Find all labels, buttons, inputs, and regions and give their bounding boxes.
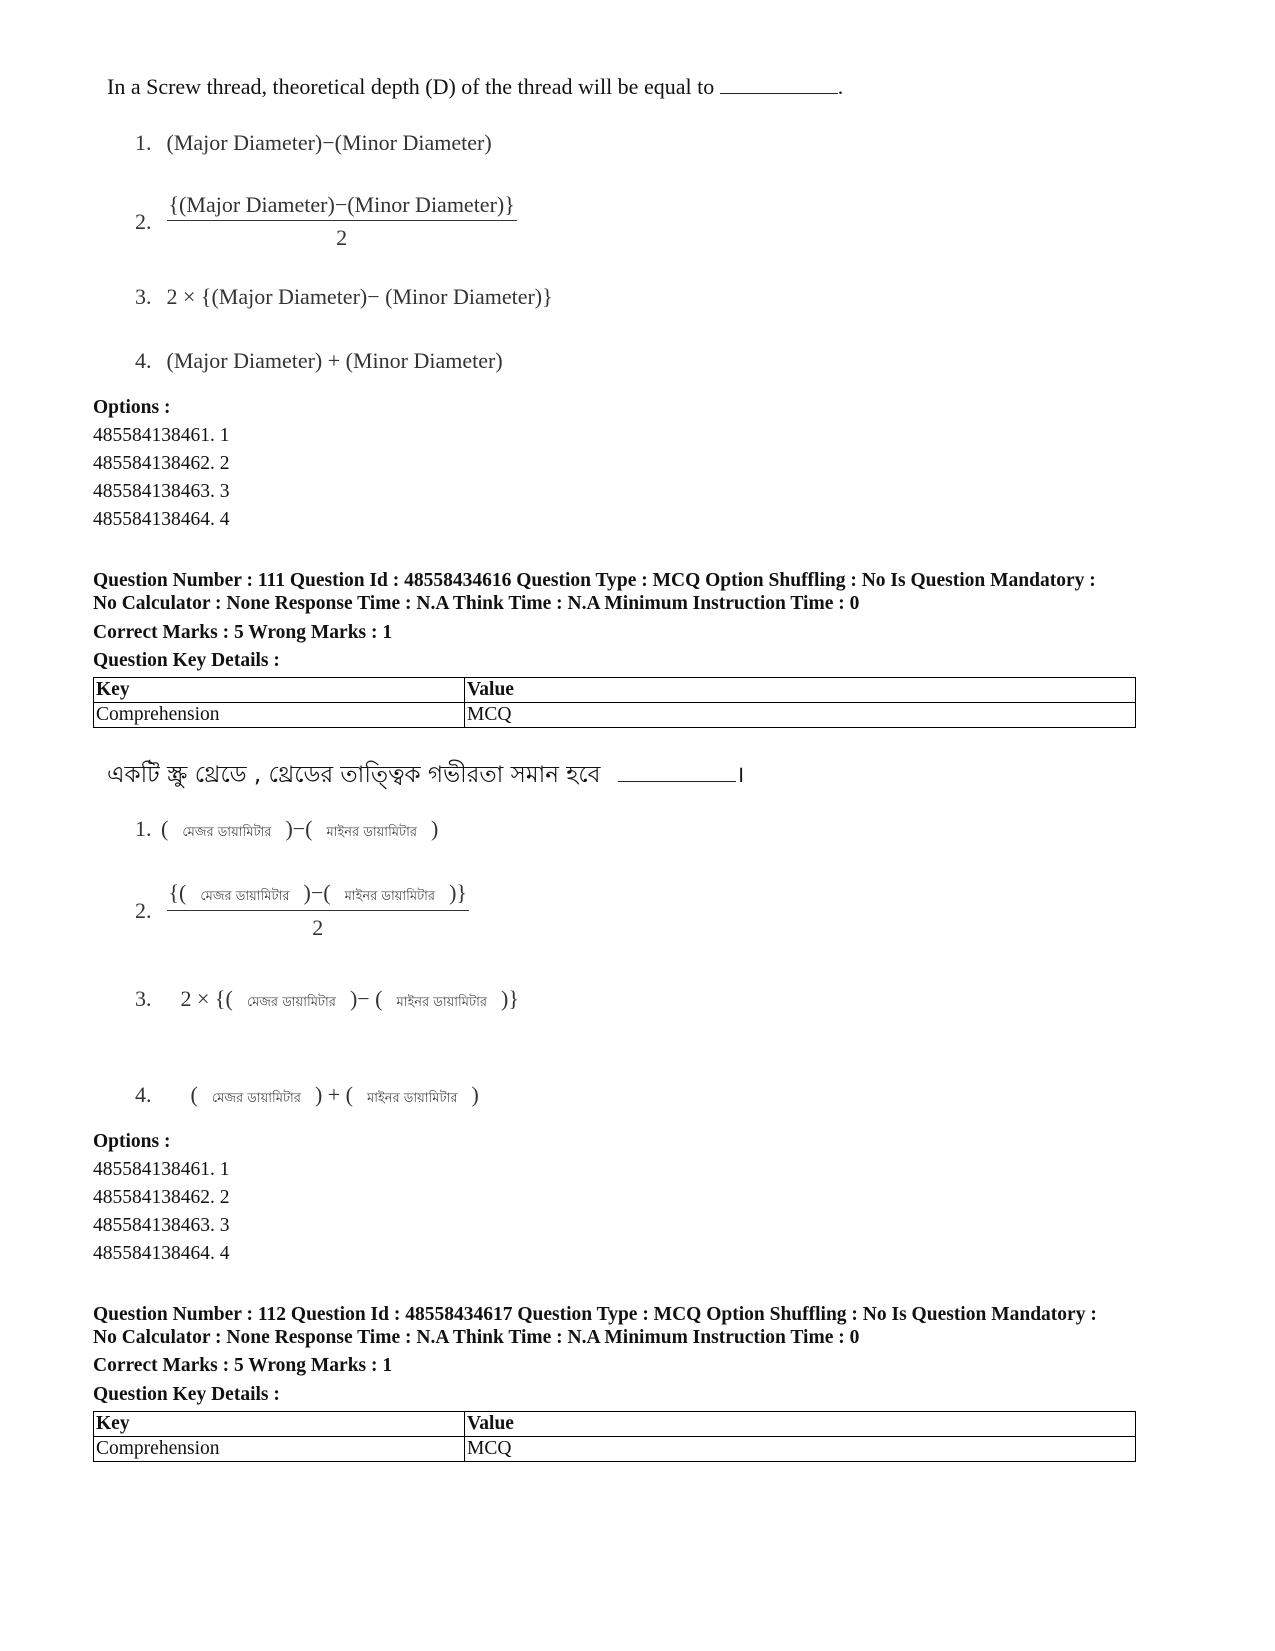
- options-label: Options :: [93, 1131, 171, 1152]
- option-1: [135, 130, 492, 156]
- option-id-item: 485584138463. 3: [93, 481, 230, 502]
- option-4: [135, 348, 503, 374]
- option-id-list: [93, 422, 230, 534]
- table-header-key: Key: [94, 678, 465, 703]
- major-diameter-bn: মেজর ডায়ামিটার: [182, 825, 272, 840]
- fraction-numerator: {(Major Diameter)−(Minor Diameter)}: [167, 192, 517, 221]
- fraction-denominator: 2: [312, 915, 324, 940]
- option-id-item: 485584138462. 2: [93, 453, 230, 474]
- option-4: 4. ( মেজর ডায়ামিটার ) + ( মাইনর ডায়ামিটার ): [135, 1082, 479, 1107]
- option-number: 4.: [135, 348, 152, 373]
- option-id-list: [93, 1156, 230, 1268]
- option-3: [135, 284, 553, 310]
- question-stem-text: একটি স্ক্রু থ্রেডে , থ্রেডের তাত্ত্বিক গভীরতা সমান হবে: [107, 762, 601, 788]
- option-text: (Major Diameter) + (Minor Diameter): [166, 348, 503, 373]
- table-row: [94, 1437, 1136, 1462]
- option-id-item: 485584138463. 3: [93, 1215, 230, 1236]
- option-1: 1. ( মেজর ডায়ামিটার )−( মাইনর ডায়ামিটার ): [135, 816, 439, 841]
- option-id-item: 485584138461. 1: [93, 425, 230, 446]
- table-header-value: Value: [465, 1412, 1136, 1437]
- table-cell-key: Comprehension: [94, 1437, 465, 1462]
- major-diameter-bn: মেজর ডায়ামিটার: [211, 1091, 301, 1106]
- option-3: 3. 2 × {( মেজর ডায়ামিটার )− ( মাইনর ডায়ামিটার )}: [135, 986, 519, 1011]
- major-diameter-bn: মেজর ডায়ামিটার: [200, 889, 290, 904]
- table-cell-value: MCQ: [465, 1437, 1136, 1462]
- option-number: 2.: [135, 897, 152, 923]
- sentence-end-mark: ।: [735, 762, 745, 788]
- options-section-111: [93, 1128, 230, 1268]
- answer-blank: [720, 77, 838, 94]
- option-number: 2.: [135, 208, 152, 234]
- table-row: [94, 703, 1136, 728]
- minor-diameter-bn: মাইনর ডায়ামিটার: [367, 1091, 458, 1106]
- answer-blank: [618, 765, 736, 782]
- minor-diameter-bn: মাইনর ডায়ামিটার: [344, 889, 436, 904]
- question-111-stem: [107, 756, 744, 795]
- major-diameter-bn: মেজর ডায়ামিটার: [246, 995, 336, 1010]
- question-stem-text: In a Screw thread, theoretical depth (D) of the thread will be equal to: [107, 74, 715, 99]
- table-header-key: Key: [94, 1412, 465, 1437]
- table-cell-key: Comprehension: [94, 703, 465, 728]
- table-header-value: Value: [465, 678, 1136, 703]
- option-id-item: 485584138461. 1: [93, 1159, 230, 1180]
- marks-line: Correct Marks : 5 Wrong Marks : 1: [93, 622, 393, 643]
- table-header-row: [94, 678, 1136, 703]
- option-number: 4.: [135, 1082, 152, 1107]
- key-details-label: Question Key Details :: [93, 650, 280, 671]
- question-meta-line: Question Number : 111 Question Id : 48558434616 Question Type : MCQ Option Shuffling : No Is Question Mandatory :: [93, 570, 1096, 591]
- question-meta-line: Question Number : 112 Question Id : 48558434617 Question Type : MCQ Option Shuffling : No Is Question Mandatory :: [93, 1304, 1097, 1325]
- option-number: 3.: [135, 986, 152, 1011]
- option-number: 3.: [135, 284, 152, 309]
- fraction: [167, 880, 469, 941]
- minor-diameter-bn: মাইনর ডায়ামিটার: [396, 995, 488, 1010]
- question-meta-line: No Calculator : None Response Time : N.A Think Time : N.A Minimum Instruction Time : 0: [93, 1327, 860, 1348]
- option-id-item: 485584138464. 4: [93, 1243, 230, 1264]
- options-section-110: [93, 394, 230, 534]
- option-text: (Major Diameter)−(Minor Diameter): [166, 130, 492, 155]
- option-text: 2 × {(Major Diameter)− (Minor Diameter)}: [166, 284, 553, 309]
- fraction: [167, 192, 517, 251]
- table-header-row: [94, 1412, 1136, 1437]
- table-cell-value: MCQ: [465, 703, 1136, 728]
- option-2: [135, 880, 469, 941]
- question-meta-line: No Calculator : None Response Time : N.A Think Time : N.A Minimum Instruction Time : 0: [93, 593, 860, 614]
- option-id-item: 485584138464. 4: [93, 509, 230, 530]
- option-number: 1.: [135, 130, 152, 155]
- question-110-stem: In a Screw thread, theoretical depth (D) of the thread will be equal to .: [107, 74, 844, 99]
- option-2: [135, 192, 517, 251]
- option-id-item: 485584138462. 2: [93, 1187, 230, 1208]
- key-details-table: [93, 677, 1136, 728]
- fraction-numerator: {( মেজর ডায়ামিটার )−( মাইনর ডায়ামিটার )}: [167, 880, 469, 911]
- question-111-header: [93, 569, 1096, 615]
- key-details-label: Question Key Details :: [93, 1384, 280, 1405]
- fraction-denominator: 2: [336, 225, 348, 250]
- options-label: Options :: [93, 397, 171, 418]
- question-112-header: [93, 1303, 1097, 1349]
- multiplier: 2 ×: [180, 986, 210, 1011]
- key-details-table: [93, 1411, 1136, 1462]
- option-number: 1.: [135, 816, 152, 841]
- marks-line: Correct Marks : 5 Wrong Marks : 1: [93, 1355, 393, 1376]
- minor-diameter-bn: মাইনর ডায়ামিটার: [326, 825, 418, 840]
